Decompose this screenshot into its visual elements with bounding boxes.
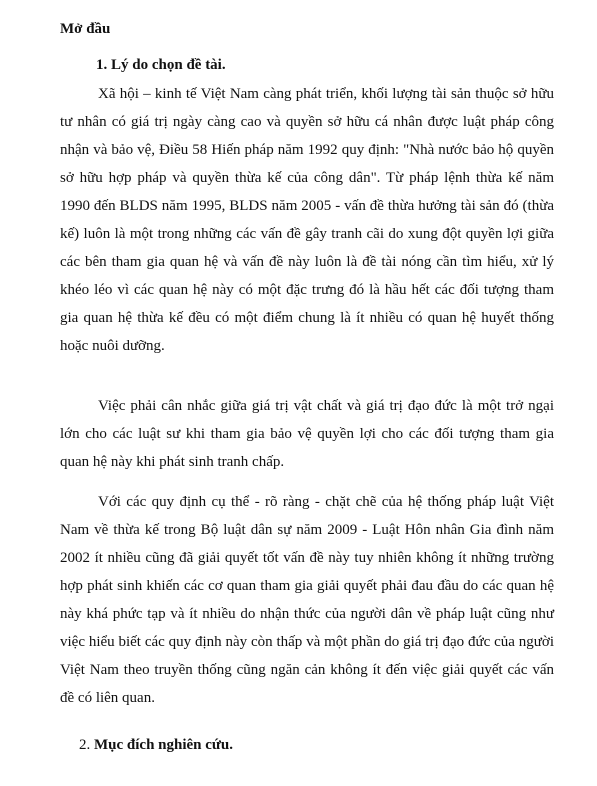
- paragraph-2: Việc phải cân nhắc giữa giá trị vật chất và giá trị đạo đức là một trở ngại lớn cho các luật sư khi tham gia bảo vệ quyền lợi cho các đối tượng tham gia quan hệ này khi phát sinh tranh chấp.: [60, 398, 554, 470]
- section-2-heading: [79, 736, 233, 754]
- paragraph-3: Với các quy định cụ thể - rõ ràng - chặt chẽ của hệ thống pháp luật Việt Nam về thừa kế trong Bộ luật dân sự năm 2009 - Luật Hôn nhân Gia đình năm 2002 ít nhiều cũng đã giải quyết tốt vấn đề này tuy nhiên không ít những trường hợp phát sinh khiến các cơ quan tham gia giải quyết phải đau đầu do các quan hệ này khá phức tạp và ít nhiều do nhận thức của người dân về pháp luật cũng như việc hiểu biết các quy định này còn thấp và một phần do giá trị đạo đức của người Việt Nam theo truyền thống cũng ngăn cản không ít đến việc giải quyết các vấn đề có liên quan.: [60, 494, 554, 706]
- section-2-title: Mục đích nghiên cứu.: [94, 737, 234, 753]
- paragraph-1: Xã hội – kinh tế Việt Nam càng phát triển, khối lượng tài sản thuộc sở hữu tư nhân có giá trị ngày càng cao và quyền sở hữu cá nhân được luật pháp công nhận và bảo vệ, Điều 58 Hiến pháp năm 1992 quy định: "Nhà nước bảo hộ quyền sở hữu hợp pháp và quyền thừa kế của công dân". Từ pháp lệnh thừa kế năm 1990 đến BLDS năm 1995, BLDS năm 2005 - vấn đề thừa hưởng tài sản đó (thừa kế) luôn là một trong những các vấn đề gây tranh cãi do xung đột quyền lợi giữa các bên tham gia quan hệ và vấn đề này luôn là đề tài nóng cần tìm hiểu, xử lý khéo léo vì các quan hệ này có một đặc trưng đó là hầu hết các đối tượng tham gia quan hệ thừa kế đều có một điểm chung là ít nhiều có quan hệ huyết thống hoặc nuôi dưỡng.: [60, 86, 554, 354]
- intro-heading: Mở đầu: [60, 21, 111, 37]
- section-2-number: 2.: [79, 737, 91, 753]
- section-1-heading: 1. Lý do chọn đề tài.: [96, 57, 226, 73]
